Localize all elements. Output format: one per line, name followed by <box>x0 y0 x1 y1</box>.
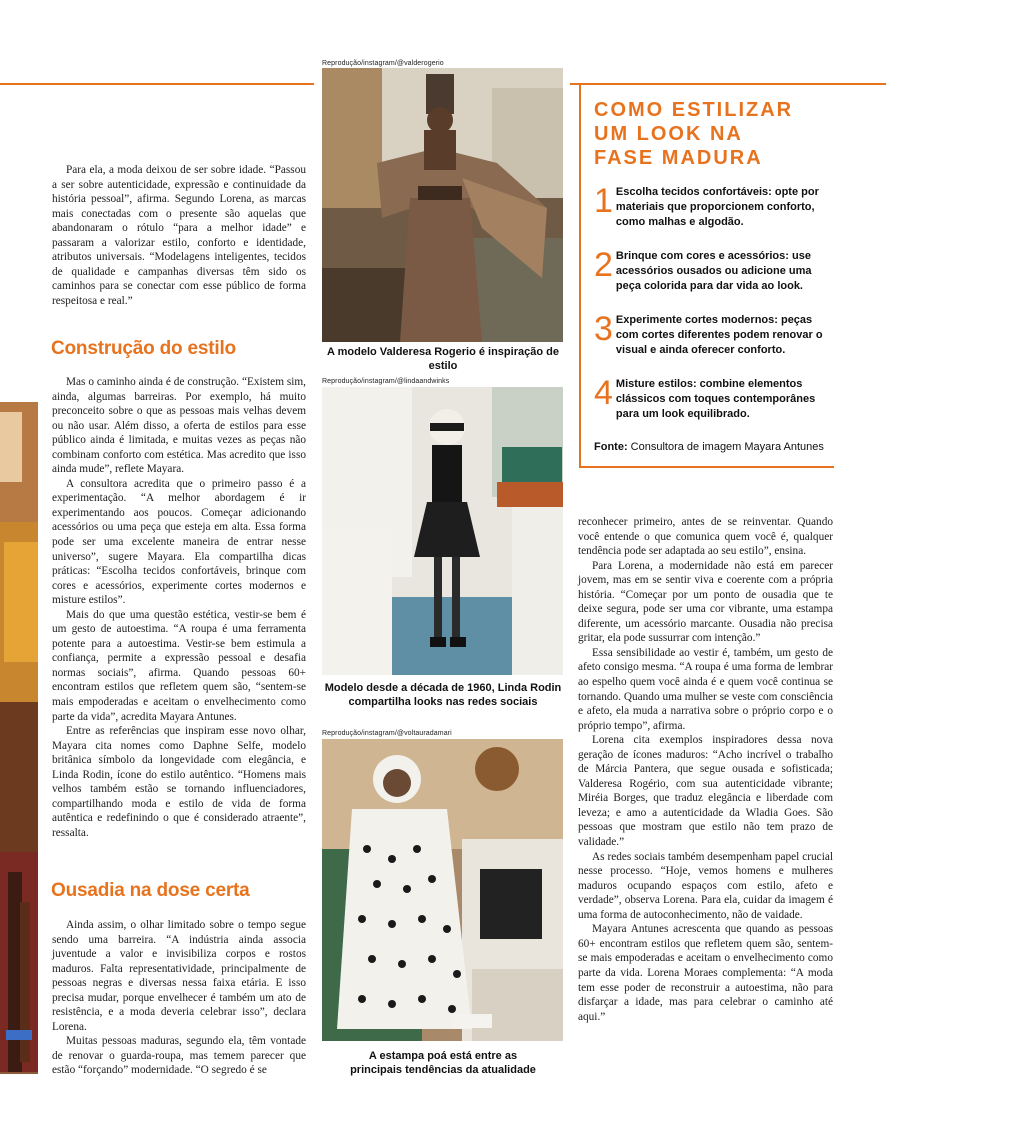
tip-1 <box>594 182 826 230</box>
tip-number: 4 <box>594 374 613 412</box>
photo-credit-1: Reprodução/instagram/@valderogerio <box>322 60 444 67</box>
paragraph: reconhecer primeiro, antes de se reinventar. Quando você entende o que comunica quem você é, qualquer tendência pode ser adaptada ao seu estilo”, ensina. <box>578 516 833 558</box>
subhead-construcao: Construção do estilo <box>51 338 236 359</box>
tips-box-title-line1: COMO ESTILIZAR <box>594 99 794 121</box>
tip-4 <box>594 374 826 422</box>
paragraph: Lorena cita exemplos inspiradores dessa nova geração de ícones maduros: “Acho incrível o trabalho de Márcia Pantera, que segue ousada e sofisticada; Valderesa Rogério, com sua autenticidade vibrante; Miréia Borges, que traduz elegância e liberdade com leveza; e amo a autenticidade da Wladia Goes. São pessoas que mostram que estilo não tem prazo de validade.” <box>578 734 833 849</box>
left-edge-photo <box>0 402 38 1074</box>
tips-source <box>594 441 824 453</box>
subhead-ousadia: Ousadia na dose certa <box>51 880 250 901</box>
caption-photo-2-line2: compartilha looks nas redes sociais <box>348 696 538 708</box>
tip-text: Brinque com cores e acessórios: use acessórios ousados ou adicione uma peça colorida para dar vida ao look. <box>615 250 812 292</box>
tips-source-label: Fonte: <box>594 441 628 453</box>
tip-3 <box>594 310 826 358</box>
paragraph: Essa sensibilidade ao vestir é, também, um gesto de afeto consigo mesma. “A roupa é uma forma de lembrar ao espelho quem você ainda é e quem você continua se tornando. Quando uma mulher se veste com consciência e afeto, ela muda a narrativa sobre o próprio corpo e o próprio tempo”, afirma. <box>578 646 833 732</box>
tip-text: Experimente cortes modernos: peças com cortes diferentes podem renovar o visual e ainda oferecer conforto. <box>615 314 823 356</box>
tip-number: 3 <box>594 310 613 348</box>
paragraph: Muitas pessoas maduras, segundo ela, têm vontade de renovar o guarda-roupa, mas temem parecer que estão “forçando” modernidade. “O segredo é se <box>52 1035 306 1077</box>
paragraph: Mais do que uma questão estética, vestir-se bem é um gesto de autoestima. “A roupa é uma ferramenta potente para a autoestima. Vestir-se bem estimula a confiança, permite a expressão pessoal e desafia normas sociais”, afirma. Quando pessoas 60+ encontram estilos que refletem quem são, “sentem-se mais empoderadas e aceitam o envelhecimento como parte da vida”, acredita Mayara Antunes. <box>52 608 306 723</box>
photo-valderesa-rogerio <box>322 68 563 342</box>
caption-photo-3 <box>318 1049 568 1077</box>
column-3 <box>578 515 833 1024</box>
tips-box-title <box>594 98 830 170</box>
photo-polka-dot-outfit <box>322 739 563 1041</box>
tip-number: 1 <box>594 182 613 220</box>
caption-photo-2 <box>318 681 568 709</box>
tip-number: 2 <box>594 246 613 284</box>
top-rule-left <box>0 83 314 85</box>
column-1-construcao <box>52 375 306 841</box>
tip-text: Escolha tecidos confortáveis: opte por materiais que proporcionem conforto, como malhas e algodão. <box>615 186 819 228</box>
paragraph: Mas o caminho ainda é de construção. “Existem sim, ainda, algumas barreiras. Por exemplo, há muito preconceito sobre o que as pessoas mais velhas devem ou não usar. Além disso, a oferta de estilos para esse público ainda é limitada, e muitas vezes as peças não combinam conforto com estética. Mas acredito que isso ainda mude”, reflete Mayara. <box>52 376 306 476</box>
photo-credit-3: Reprodução/instagram/@voltauradamari <box>322 730 452 737</box>
caption-photo-3-line1: A estampa poá está entre as <box>368 1050 518 1062</box>
tips-box-title-line2: UM LOOK NA <box>594 123 743 145</box>
photo-linda-rodin <box>322 387 563 675</box>
paragraph: As redes sociais também desempenham papel crucial nesse processo. “Hoje, vemos homens e mulheres maduros ocupando espaços com estilo, afeto e verdade”, observa Lorena. Para ela, cuidar da imagem é uma forma de autoconhecimento, não de vaidade. <box>578 850 833 921</box>
tip-2 <box>594 246 826 294</box>
paragraph: Para Lorena, a modernidade não está em parecer jovem, mas em se sentir viva e coerente com a própria história. “Começar por um ponto de ousadia que te deixe segura, pode ser uma cor vibrante, uma estampa diferente, um acessório marcante. Ousadia não precisa gritar, ela pode sussurrar com intenção.” <box>578 559 833 645</box>
paragraph: Ainda assim, o olhar limitado sobre o tempo segue sendo uma barreira. “A indústria ainda associa juventude a valor e invisibiliza corpos e rostos maduros. Falta representatividade, principalmente de pessoas negras e diversas nessa faixa etária. E isso precisa mudar, porque envelhecer é também um ato de resistência, e a moda deveria celebrar isso”, declara Lorena. <box>52 919 306 1033</box>
paragraph: Mayara Antunes acrescenta que quando as pessoas 60+ encontram estilos que refletem quem são, sentem-se mais empoderadas e aceitam o envelhecimento como parte da vida. Lorena Moraes complementa: “A moda tem esse poder de reconstruir a autoestima, não para disfarçar a idade, mas para celebrar o caminho até aqui.” <box>578 923 833 1023</box>
column-1-intro <box>52 163 306 308</box>
photo-credit-2: Reprodução/instagram/@lindaandwinks <box>322 378 450 385</box>
column-1-ousadia <box>52 918 306 1078</box>
paragraph: Para ela, a moda deixou de ser sobre idade. “Passou a ser sobre autenticidade, expressão e continuidade da história pessoal”, afirma. Segundo Lorena, as marcas mais conectadas com o presente são aquelas que abandonaram o rótulo “para a melhor idade” e passaram a valorizar estilo, conforto e identidade, atributos universais. “Modelagens inteligentes, tecidos de qualidade e campanhas diversas têm sido os caminhos para se conectar com esse público de forma respeitosa e real.” <box>52 164 306 307</box>
paragraph: Entre as referências que inspiram esse novo olhar, Mayara cita nomes como Daphne Selfe, modelo britânica símbolo da longevidade com elegância, e Linda Rodin, ícone do estilo autêntico. “Homens mais velhos também estão se tornando influenciadores, compartilhando moda e estilo de vida de forma autêntica e redefinindo o que é considerado atraente”, ressalta. <box>52 725 306 839</box>
tip-text: Misture estilos: combine elementos clássicos com toques contemporânes para um look equilibrado. <box>615 378 816 420</box>
tips-source-text: Consultora de imagem Mayara Antunes <box>630 441 824 453</box>
caption-photo-3-line2: principais tendências da atualidade <box>350 1064 536 1076</box>
paragraph: A consultora acredita que o primeiro passo é a experimentação. “A melhor abordagem é ir experimentando aos poucos. Começar adicionando acessórios ou uma peça que esteja em alta. Essa forma pode ser uma excelente maneira de entrar nesse universo”, sugere Mayara. Ela compartilha dicas práticas: “Escolha tecidos confortáveis, brinque com cores e acessórios, experimente cortes modernos e misture estilos”. <box>52 477 306 607</box>
caption-photo-1: A modelo Valderesa Rogerio é inspiração de estilo <box>327 346 559 372</box>
tips-box-title-line3: FASE MADURA <box>594 147 763 169</box>
caption-photo-2-line1: Modelo desde a década de 1960, Linda Rodin <box>324 682 562 694</box>
